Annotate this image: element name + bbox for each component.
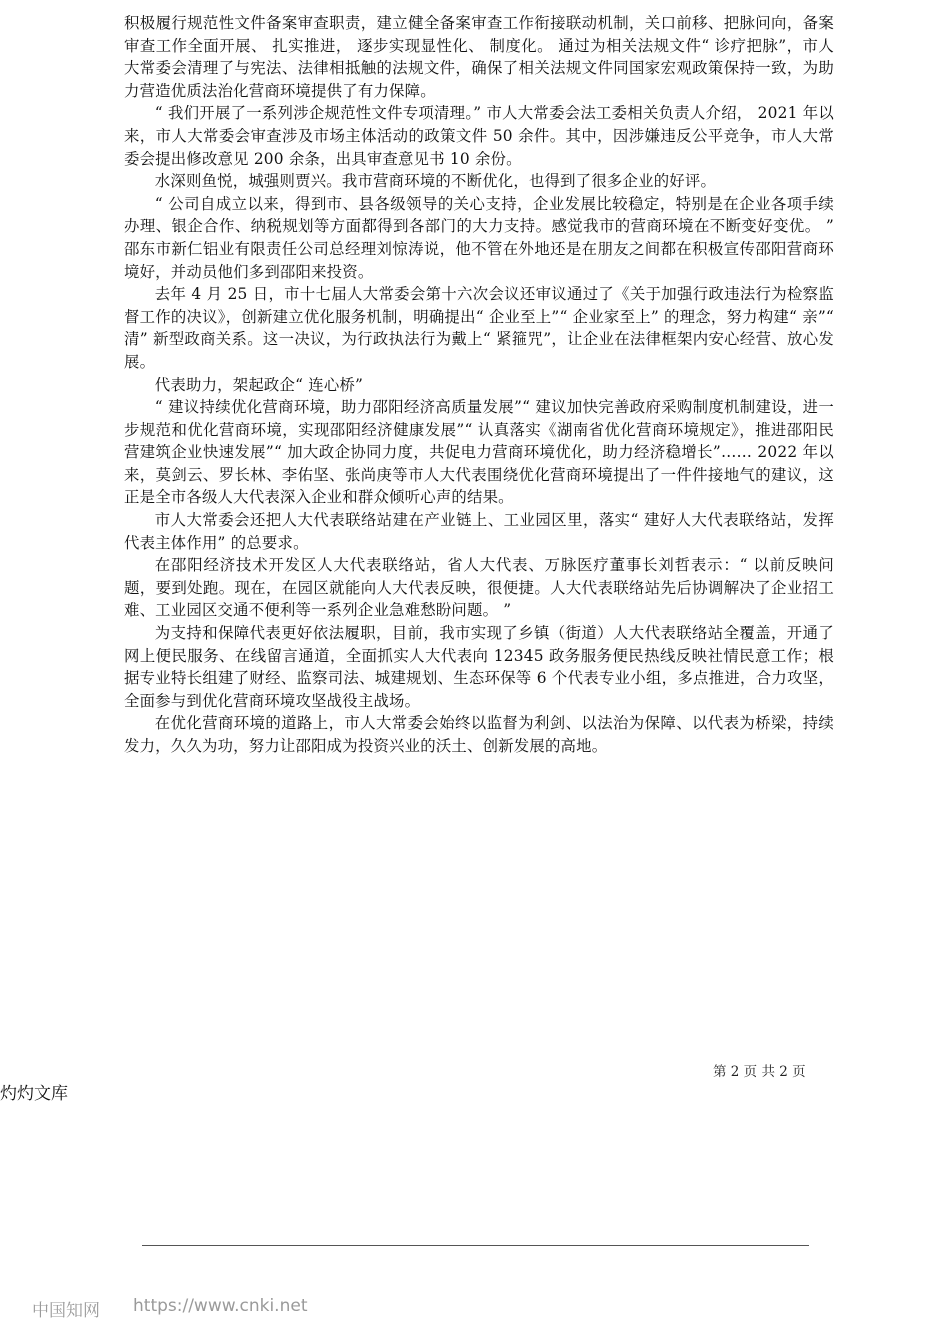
paragraph: “ 公司自成立以来，得到市、县各级领导的关心支持，企业发展比较稳定，特别是在企业各项手续办理、银企合作、纳税规划等方面都得到各部门的大力支持。感觉我市的营商环境在不断变好变优。 ” 邵东市新仁铝业有限责任公司总经理刘惊涛说，他不管在外地还是在朋友之间都在积极宣传邵阳营商环境好，并动员他们多到邵阳来投资。 bbox=[124, 194, 834, 281]
paragraph: 在优化营商环境的道路上，市人大常委会始终以监督为利剑、以法治为保障、以代表为桥梁，持续发力，久久为功，努力让邵阳成为投资兴业的沃土、创新发展的高地。 bbox=[124, 714, 834, 755]
paragraph: “ 我们开展了一系列涉企规范性文件专项清理。” 市人大常委会法工委相关负责人介绍， 2021 年以来，市人大常委会审查涉及市场主体活动的政策文件 50 余件。其中，因涉嫌违反公平竞争，市人大常委会提出修改意见 200 余条，出具审查意见书 10 余份。 bbox=[124, 104, 834, 168]
paragraph: 水深则鱼悦，城强则贾兴。我市营商环境的不断优化，也得到了很多企业的好评。 bbox=[154, 172, 717, 191]
page-number: 第 2 页 共 2 页 bbox=[713, 1064, 806, 1080]
paragraph-continued: 积极履行规范性文件备案审查职责，建立健全备案审查工作衔接联动机制，关口前移、把脉问向，备案审查工作全面开展、 扎实推进， 逐步实现显性化、 制度化。 通过为相关法规文件“ 诊疗把脉”，市人大常委会清理了与宪法、法律相抵触的法规文件，确保了相关法规文件同国家宏观政策保持一致，为助力营造优质法治化营商环境提供了有力保障。 bbox=[124, 14, 834, 100]
footer-url[interactable]: https://www.cnki.net bbox=[133, 1296, 308, 1316]
paragraph: 市人大常委会还把人大代表联络站建在产业链上、工业园区里，落实“ 建好人大代表联络站，发挥代表主体作用” 的总要求。 bbox=[124, 511, 834, 552]
paragraph: 为支持和保障代表更好依法履职，目前，我市实现了乡镇（街道）人大代表联络站全覆盖，开通了网上便民服务、在线留言通道，全面抓实人大代表向 12345 政务服务便民热线反映社情民意工作；根据专业特长组建了财经、监察司法、城建规划、生态环保等 6 个代表专业小组，多点推进，合力攻坚，全面参与到优化营商环境攻坚战役主战场。 bbox=[124, 624, 834, 710]
footer-brand: 中国知网 bbox=[32, 1301, 100, 1321]
library-name: 灼灼文库 bbox=[0, 1084, 68, 1104]
paragraph: 去年 4 月 25 日，市十七届人大常委会第十六次会议还审议通过了《关于加强行政违法行为检察监督工作的决议》，创新建立优化服务机制，明确提出“ 企业至上”“ 企业家至上” 的理念，努力构建“ 亲”“ 清” 新型政商关系。这一决议，为行政执法行为戴上“ 紧箍咒”，让企业在法律框架内安心经营、放心发展。 bbox=[124, 285, 834, 371]
paragraph: “ 建议持续优化营商环境，助力邵阳经济高质量发展”“ 建议加快完善政府采购制度机制建设，进一步规范和优化营商环境，实现邵阳经济健康发展”“ 认真落实《湖南省优化营商环境规定》，推进邵阳民营建筑企业快速发展”“ 加大政企协同力度，共促电力营商环境优化，助力经济稳增长”…… 2022 年以来，莫剑云、罗长林、李佑坚、张尚庚等市人大代表围绕优化营商环境提出了一件件接地气的建议，这正是全市各级人大代表深入企业和群众倾听心声的结果。 bbox=[124, 398, 834, 507]
paragraph: 在邵阳经济技术开发区人大代表联络站，省人大代表、万脉医疗董事长刘哲表示：“ 以前反映问题，要到处跑。现在，在园区就能向人大代表反映，很便捷。人大代表联络站先后协调解决了企业招工难、工业园区交通不便利等一系列企业急难愁盼问题。 ” bbox=[124, 556, 834, 620]
section-heading: 代表助力，架起政企“ 连心桥” bbox=[154, 375, 364, 394]
footer-divider bbox=[142, 1245, 809, 1246]
article-body bbox=[124, 12, 834, 758]
